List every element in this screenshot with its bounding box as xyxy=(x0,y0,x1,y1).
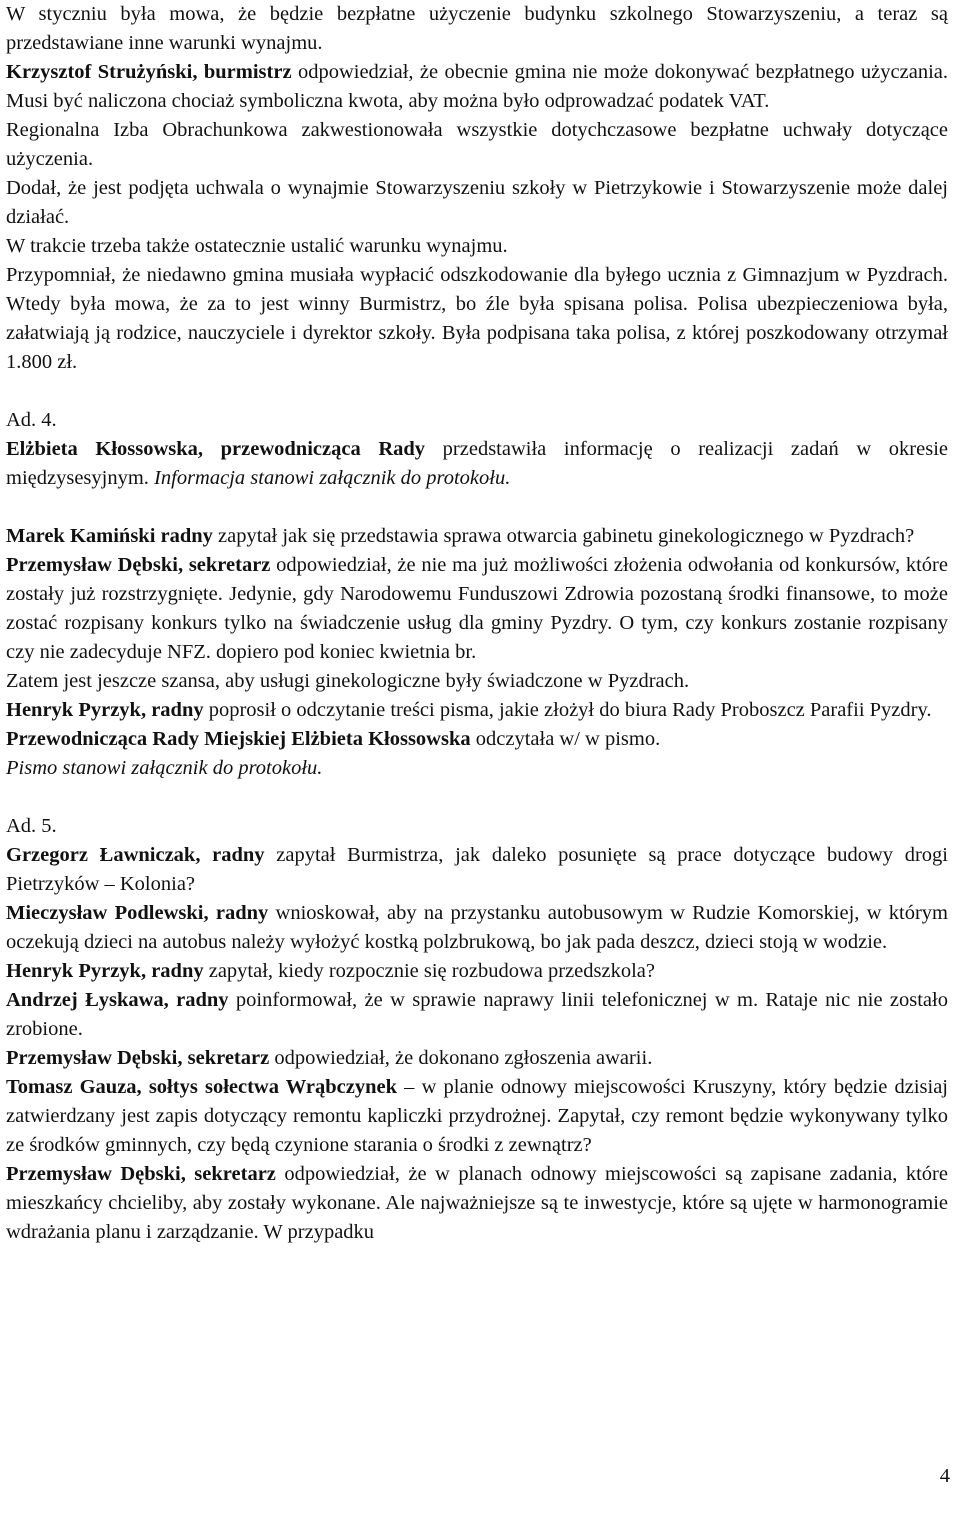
paragraph-text: zapytał Burmistrza, jak daleko posunięte są prace dotyczące budowy drogi Pietrzyków – Kolonia? xyxy=(6,844,949,895)
paragraph: Dodał, że jest podjęta uchwala o wynajmie Stowarzyszeniu szkoły w Pietrzykowie i Stowarzyszenie może dalej działać. xyxy=(6,177,948,228)
speaker-name: Mieczysław Podlewski, radny xyxy=(6,902,269,924)
section-heading: Ad. 5. xyxy=(6,815,57,837)
paragraph xyxy=(6,957,948,986)
paragraph: Regionalna Izba Obrachunkowa zakwestionowała wszystkie dotychczasowe bezpłatne uchwały dotyczące użyczenia. xyxy=(6,119,948,170)
speaker-name: Przemysław Dębski, sekretarz xyxy=(6,1163,276,1185)
attachment-note: Pismo stanowi załącznik do protokołu. xyxy=(6,757,323,779)
spacer xyxy=(6,377,948,406)
speaker-name: Przemysław Dębski, sekretarz xyxy=(6,554,271,576)
paragraph-text: zapytał, kiedy rozpocznie się rozbudowa przedszkola? xyxy=(203,960,655,982)
paragraph-text: przedstawiła informację o realizacji zadań w okresie międzysesyjnym. xyxy=(6,438,948,489)
section-heading: Ad. 4. xyxy=(6,409,57,431)
paragraph-text: odpowiedział, że w planach odnowy miejscowości są zapisane zadania, które mieszkańcy chcieliby, aby zostały wykonane. Ale najważniejsze są te inwestycje, które są ujęte w harmonogramie wdrażania planu i zarządzanie. W przypadku xyxy=(6,1163,948,1243)
paragraph-text: odpowiedział, że dokonano zgłoszenia awarii. xyxy=(269,1047,653,1069)
paragraph: W styczniu była mowa, że będzie bezpłatne użyczenie budynku szkolnego Stowarzyszeniu, a teraz są przedstawiane inne warunki wynajmu. xyxy=(6,3,948,54)
speaker-name: Krzysztof Strużyński, burmistrz xyxy=(6,61,292,83)
speaker-name: Henryk Pyrzyk, radny xyxy=(6,960,204,982)
paragraph xyxy=(6,1073,948,1160)
paragraph xyxy=(6,696,948,725)
paragraph xyxy=(6,1044,948,1073)
paragraph-text: – w planie odnowy miejscowości Kruszyny, który będzie dzisiaj zatwierdzany jest zapis dotyczący remontu kapliczki przydrożnej. Zapytał, czy remont będzie wykonywany tylko ze środków gminnych, czy będą czynione starania o środki z zewnątrz? xyxy=(6,1076,948,1156)
paragraph xyxy=(6,841,948,899)
paragraph: W trakcie trzeba także ostatecznie ustalić warunku wynajmu. xyxy=(6,235,508,257)
spacer xyxy=(6,783,948,812)
paragraph: Przypomniał, że niedawno gmina musiała wypłacić odszkodowanie dla byłego ucznia z Gimnazjum w Pyzdrach. Wtedy była mowa, że za to jest winny Burmistrz, bo źle była spisana polisa. Polisa ubezpieczeniowa była, załatwiają ją rodzice, nauczyciele i dyrektor szkoły. Była podpisana taka polisa, z której poszkodowany otrzymał 1.800 zł. xyxy=(6,264,948,373)
speaker-name: Przewodnicząca Rady Miejskiej Elżbieta Kłossowska xyxy=(6,728,471,750)
paragraph-text: odpowiedział, że nie ma już możliwości złożenia odwołania od konkursów, które zostały już rozstrzygnięte. Jedynie, gdy Narodowemu Funduszowi Zdrowia pozostaną środki finansowe, to może zostać rozpisany konkurs tylko na świadczenie usług dla gminy Pyzdry. O tym, czy konkurs zostanie rozpisany czy nie zadecyduje NFZ. dopiero pod koniec kwietnia br. xyxy=(6,554,948,663)
spacer xyxy=(6,493,948,522)
paragraph xyxy=(6,522,948,551)
document-page xyxy=(6,0,948,1247)
speaker-name: Tomasz Gauza, sołtys sołectwa Wrąbczynek xyxy=(6,1076,397,1098)
paragraph xyxy=(6,1160,948,1247)
speaker-name: Marek Kamiński radny xyxy=(6,525,213,547)
paragraph: Zatem jest jeszcze szansa, aby usługi ginekologiczne były świadczone w Pyzdrach. xyxy=(6,670,690,692)
paragraph-text: zapytał jak się przedstawia sprawa otwarcia gabinetu ginekologicznego w Pyzdrach? xyxy=(212,525,915,547)
paragraph xyxy=(6,899,948,957)
paragraph-text: poprosił o odczytanie treści pisma, jakie złożył do biura Rady Proboszcz Parafii Pyzdry. xyxy=(203,699,932,721)
attachment-note: Informacja stanowi załącznik do protokołu. xyxy=(154,467,511,489)
paragraph xyxy=(6,435,948,493)
speaker-name: Przemysław Dębski, sekretarz xyxy=(6,1047,270,1069)
page-number: 4 xyxy=(939,1465,950,1487)
paragraph-text: odpowiedział, że obecnie gmina nie może dokonywać bezpłatnego użyczania. Musi być naliczona chociaż symboliczna kwota, aby można było odprowadzać podatek VAT. xyxy=(6,61,948,112)
paragraph xyxy=(6,986,948,1044)
paragraph xyxy=(6,725,948,754)
paragraph-text: odczytała w/ w pismo. xyxy=(470,728,661,750)
paragraph-text: poinformował, że w sprawie naprawy linii telefonicznej w m. Rataje nic nie zostało zrobione. xyxy=(6,989,948,1040)
paragraph-text: wnioskował, aby na przystanku autobusowym w Rudzie Komorskiej, w którym oczekują dzieci na autobus należy wyłożyć kostką polzbrukową, bo jak pada deszcz, dzieci stoją w wodzie. xyxy=(6,902,948,953)
paragraph xyxy=(6,58,948,116)
speaker-name: Elżbieta Kłossowska, przewodnicząca Rady xyxy=(6,438,426,460)
speaker-name: Henryk Pyrzyk, radny xyxy=(6,699,204,721)
paragraph xyxy=(6,551,948,667)
speaker-name: Andrzej Łyskawa, radny xyxy=(6,989,229,1011)
speaker-name: Grzegorz Ławniczak, radny xyxy=(6,844,265,866)
